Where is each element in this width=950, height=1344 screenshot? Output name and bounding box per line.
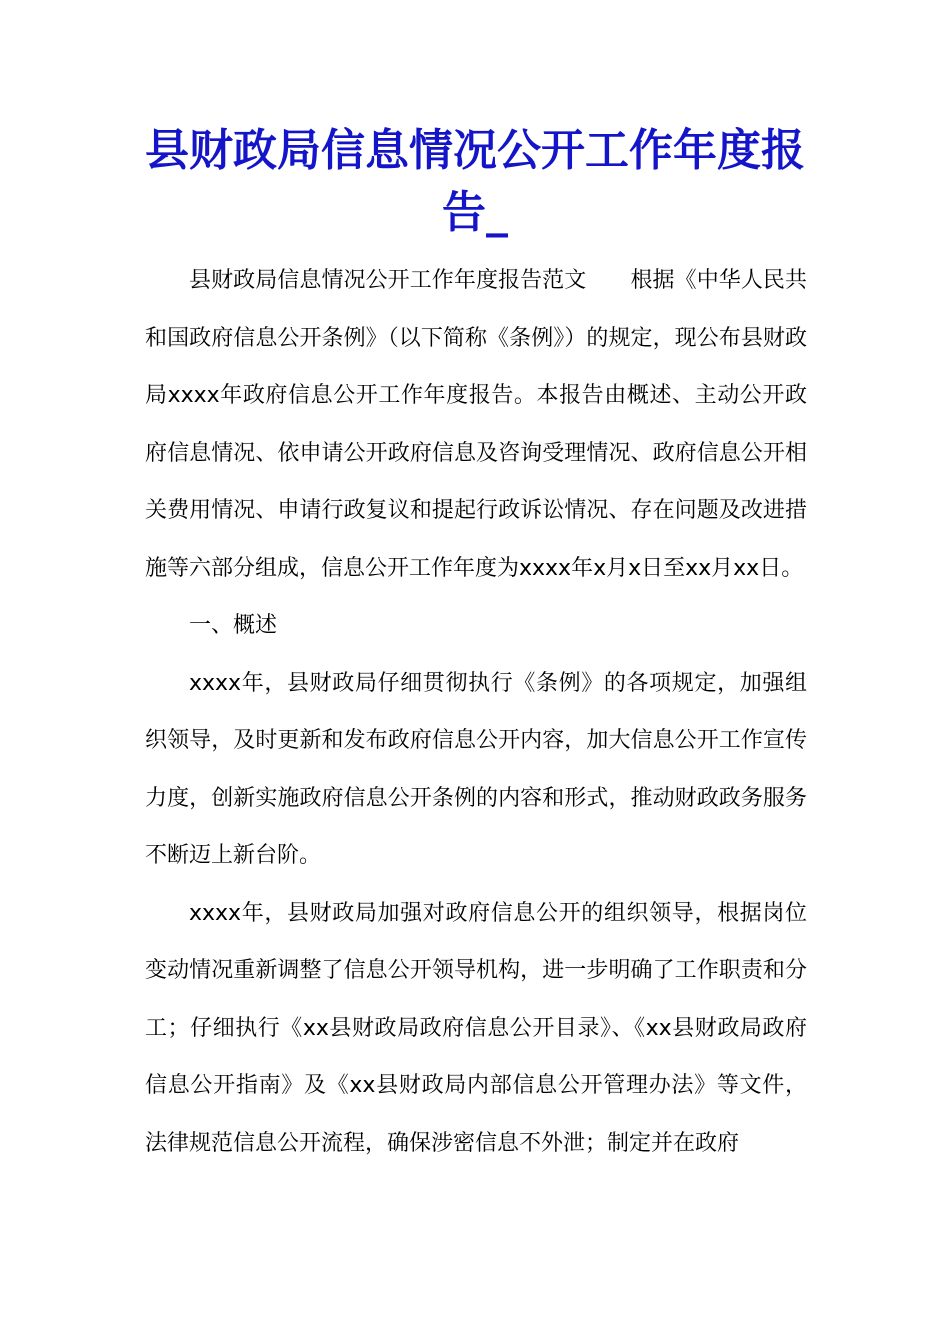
document-body <box>145 252 807 1172</box>
section-heading-overview: 一、概述 <box>189 613 278 638</box>
paragraph-overview-2: xxxx年，县财政局加强对政府信息公开的组织领导，根据岗位变动情况重新调整了信息公开领导机构，进一步明确了工作职责和分工；仔细执行《xx县财政局政府信息公开目录》、《xx县财政局政府信息公开指南》及《xx县财政局内部信息公开管理办法》等文件，法律规范信息公开流程，确保涉密信息不外泄；制定并在政府 <box>145 900 807 1156</box>
document-title: 县财政局信息情况公开工作年度报告_ <box>145 125 805 238</box>
paragraph-overview-1: xxxx年，县财政局仔细贯彻执行《条例》的各项规定，加强组织领导，及时更新和发布政府信息公开内容，加大信息公开工作宣传力度，创新实施政府信息公开条例的内容和形式，推动财政政务服务不断迈上新台阶。 <box>145 670 807 868</box>
paragraph-intro: 县财政局信息情况公开工作年度报告范文 根据《中华人民共和国政府信息公开条例》（以下简称《条例》）的规定，现公布县财政局xxxx年政府信息公开工作年度报告。本报告由概述、主动公开政府信息情况、依申请公开政府信息及咨询受理情况、政府信息公开相关费用情况、申请行政复议和提起行政诉讼情况、存在问题及改进措施等六部分组成，信息公开工作年度为xxxx年x月x日至xx月xx日。 <box>145 268 807 581</box>
